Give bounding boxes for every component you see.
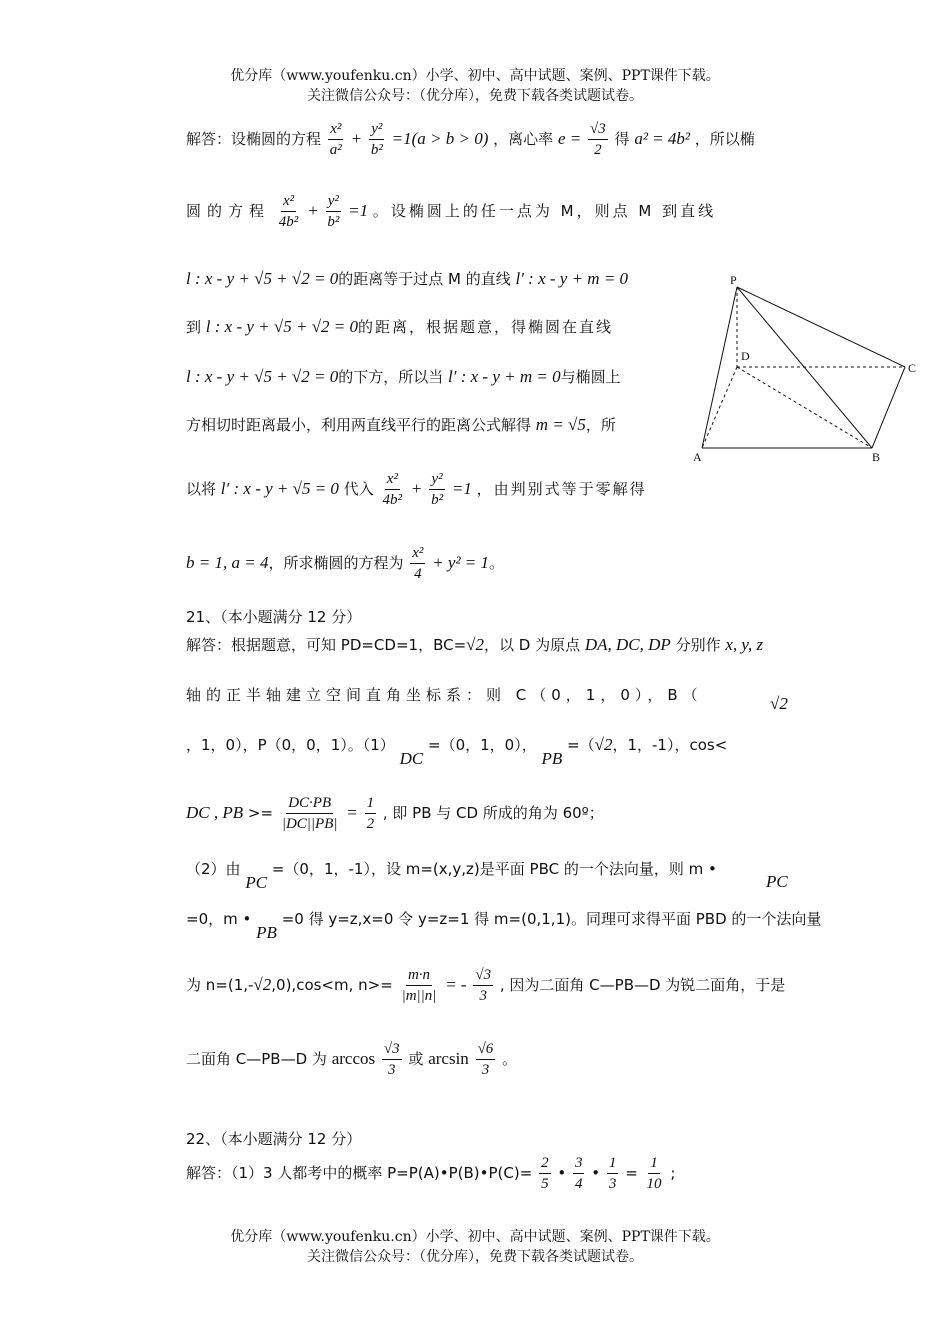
fraction: $\frac{2}{5}$ xyxy=(541,1155,549,1192)
s22-line-1: 解答：（1）3 人都考中的概率 P=P(A)•P(B)•P(C)= $\frac{2}{5}$ • $\frac{3}{4}$ • $\frac{1}{3}$ = $\frac{1}{10}$ ; xyxy=(186,1155,676,1192)
s20-line-7: 以将 l′ : x - y + √5 = 0 代入 $\frac{\text{x²}}{\text{4b²}}$ + $\frac{\text{y²}}{\text{b²}}$ =1 ，由判别式等于零解得 xyxy=(186,471,647,508)
fraction: $\frac{1}{2}$ xyxy=(366,795,375,832)
label-C: C xyxy=(908,361,917,375)
label-D: D xyxy=(741,349,750,363)
s21-title: 21、（本小题满分 12 分） xyxy=(186,608,362,626)
edge-PA xyxy=(702,287,737,448)
fraction: $\frac{m\cdot n}{|m||n|}$ xyxy=(401,967,437,1004)
label-B: B xyxy=(872,450,881,464)
s22-title: 22、（本小题满分 12 分） xyxy=(186,1130,362,1148)
s20-line-6: 方相切时距离最小，利用两直线平行的距离公式解得 m = √5，所 xyxy=(186,415,616,434)
page-header xyxy=(0,66,950,106)
fraction: $\frac{√3}{3}$ xyxy=(475,967,492,1004)
label-P: P xyxy=(730,273,737,287)
fraction: $\frac{1}{10}$ xyxy=(646,1155,662,1192)
fraction: $\frac{DC\cdot PB}{|DC||PB|}$ xyxy=(281,795,338,832)
s20-line-5: l : x - y + √5 + √2 = 0的下方，所以当 l′ : x - y + m = 0与椭圆上 xyxy=(186,367,621,386)
fraction: $\frac{3}{4}$ xyxy=(574,1155,583,1192)
fraction: $\frac{\text{x²}}{\text{4b²}}$ xyxy=(382,471,403,508)
fraction: $\frac{\text{y²}}{\text{b²}}$ xyxy=(431,471,444,508)
s20-line-8: b = 1, a = 4，所求椭圆的方程为 $\frac{\text{x²}}{4}$ + y² = 1。 xyxy=(186,545,505,582)
s21-vec-pc-b: PC xyxy=(766,872,788,891)
fraction: $\frac{√3}{3}$ xyxy=(383,1041,400,1078)
s20-line-4: 到 l : x - y + √5 + √2 = 0的距离，根据题意，得椭圆在直线 xyxy=(186,317,614,336)
header-line-2: 关注微信公众号：（优分库），免费下载各类试题试卷。 xyxy=(307,88,643,104)
s21-line-7: 为 n=(1,-√2,0),cos<m, n>= $\frac{m\cdot n}{|m||n|}$ = - $\frac{√3}{3}$ , 因为二面角 C—PB—D 为锐二面角，于是 xyxy=(186,967,786,1004)
header-line-1: 优分库（www.youfenku.cn）小学、初中、高中试题、案例、PPT课件下载。 xyxy=(230,68,720,84)
s20-line-3: l : x - y + √5 + √2 = 0的距离等于过点 M 的直线 l′ : x - y + m = 0 xyxy=(186,269,629,288)
fraction: $\frac{√6}{3}$ xyxy=(477,1041,494,1078)
s21-line-1: 解答：根据题意，可知 PD=CD=1，BC=√2，以 D 为原点 DA, DC, DP 分别作 x, y, z xyxy=(186,635,764,654)
edge-BC xyxy=(872,367,905,448)
edge-DB xyxy=(737,367,872,448)
s21-line-8: 二面角 C—PB—D 为 arccos $\frac{√3}{3}$ 或 arcsin $\frac{√6}{3}$ 。 xyxy=(186,1041,518,1078)
s21-line-3: ，1，0），P（0，0，1）。（1） DC =（0，1，0）， PB =（√2，1，-1），cos< xyxy=(186,735,728,768)
pyramid-figure xyxy=(690,272,920,467)
fraction: $\frac{\text{x²}}{4}$ xyxy=(412,545,424,582)
edge-PC xyxy=(737,287,905,367)
footer-line-1: 优分库（www.youfenku.cn）小学、初中、高中试题、案例、PPT课件下载。 xyxy=(230,1229,720,1245)
s21-line-2: 轴的正半轴建立空间直角坐标系：则 C（0，1，0），B（ xyxy=(186,686,703,704)
fraction: $\frac{\text{y²}}{\text{b²}}$ xyxy=(370,121,383,158)
fraction: $\frac{\text{x²}}{\text{a²}}$ xyxy=(329,121,342,158)
fraction: $\frac{√3}{2}$ xyxy=(590,121,606,158)
fraction: $\frac{1}{3}$ xyxy=(608,1155,617,1192)
fraction: $\frac{\text{y²}}{\text{b²}}$ xyxy=(327,193,340,230)
s20-line-2: 圆的方程 $\frac{\text{x²}}{\text{4b²}}$ + $\frac{\text{y²}}{\text{b²}}$ =1 。设椭圆上的任一点为 M，则点 M 到直线 xyxy=(186,193,717,230)
s21-line-6: =0，m • PB =0 得 y=z,x=0 令 y=z=1 得 m=(0,1,1)。同理可求得平面 PBD 的一个法向量 xyxy=(186,910,822,942)
footer-line-2: 关注微信公众号：（优分库），免费下载各类试题试卷。 xyxy=(307,1249,643,1265)
page-footer xyxy=(0,1227,950,1267)
fraction: $\frac{\text{x²}}{\text{4b²}}$ xyxy=(278,193,299,230)
s21-line-5: （2）由 PC =（0，1，-1），设 m=(x,y,z)是平面 PBC 的一个法向量，则 m • xyxy=(186,860,717,892)
label-A: A xyxy=(693,450,702,464)
s20-line-1: 解答：设椭圆的方程 $\frac{\text{x²}}{\text{a²}}$ + $\frac{\text{y²}}{\text{b²}}$ =1(a > b > 0) ，离心率 e = $\frac{√3}{2}$ 得 a² = 4b² ，所以椭 xyxy=(186,121,755,158)
edge-DA xyxy=(702,367,737,448)
s21-line-4: DC , PB >= $\frac{DC\cdot PB}{|DC||PB|}$ = $\frac{1}{2}$ , 即 PB 与 CD 所成的角为 60º； xyxy=(186,795,604,832)
s21-sqrt2-b: √2 xyxy=(770,694,788,713)
